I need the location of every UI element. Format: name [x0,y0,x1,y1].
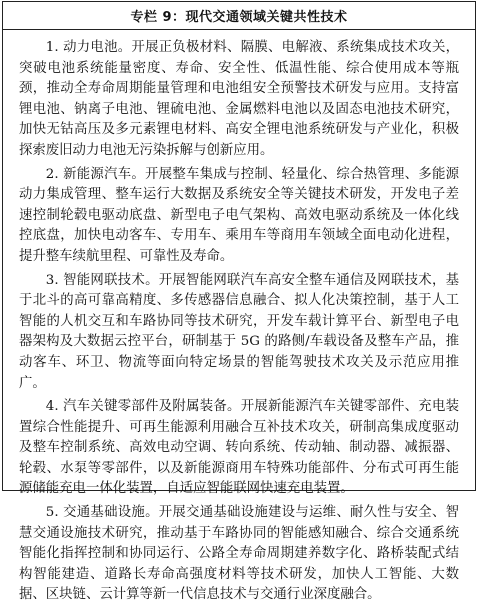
column-content [3,30,475,606]
paragraph-infrastructure: 5. 交通基础设施。开展交通基础设施建设与运维、耐久性与安全、智慧交通设施技术研究，推动基于车路协同的智能感知融合、综合交通系统智能化指挥控制和协同运行、公路全寿命周期建养数字化、路桥装配式结构智能建造、道路长寿命高强度材料等技术研发，加快人工智能、大数据、区块链、云计算等新一代信息技术与交通行业深度融合。 [19,505,459,603]
column-title: 专栏 9：现代交通领域关键共性技术 [3,2,475,30]
paragraph-power-battery: 1. 动力电池。开展正负极材料、隔膜、电解液、系统集成技术攻关，突破电池系统能量密度、寿命、安全性、低温性能、综合使用成本等瓶颈，推动全寿命周期能量管理和电池组安全预警技术研发与应用。支持富锂电池、钠离子电池、锂硫电池、金属燃料电池以及固态电池技术研究，加快无钴高压及多元素锂电材料、高安全锂电池系统研发与产业化，积极探索废旧动力电池无污染拆解与创新应用。 [19,40,459,158]
paragraph-key-components: 4. 汽车关键零部件及附属装备。开展新能源汽车关键零部件、充电装置综合性能提升、可再生能源利用融合互补技术攻关，研制高集成度驱动及整车控制系统、高效电动空调、转向系统、传动轴、制动器、减振器、轮毂、水泵等零部件，以及新能源商用车特殊功能部件、分布式可再生能源储能充电一体化装置，自适应智能联网快速充电装置。 [19,399,459,497]
paragraph-intelligent-connected: 3. 智能网联技术。开展智能网联汽车高安全整车通信及网联技术，基于北斗的高可靠高精度、多传感器信息融合、拟人化决策控制，基于人工智能的人机交互和车路协同等技术研究，开发车载计算平台、新型电子电器架构及大数据云控平台，研制基于 5G 的路侧/车载设备及整车产品，推动客车、环卫、物流等面向特定场景的智能驾驶技术攻关及示范应用推广。 [19,272,459,391]
paragraph-new-energy-vehicle: 2. 新能源汽车。开展整车集成与控制、轻量化、综合热管理、多能源动力集成管理、整车运行大数据及系统安全等关键技术研发，开发电子差速控制轮毂电驱动底盘、新型电子电气架构、高效电驱动系统及一体化线控底盘，加快电动客车、专用车、乘用车等商用车领域全面电动化进程，提升整车续航里程、可靠性及寿命。 [19,166,459,264]
column-box [2,1,476,603]
